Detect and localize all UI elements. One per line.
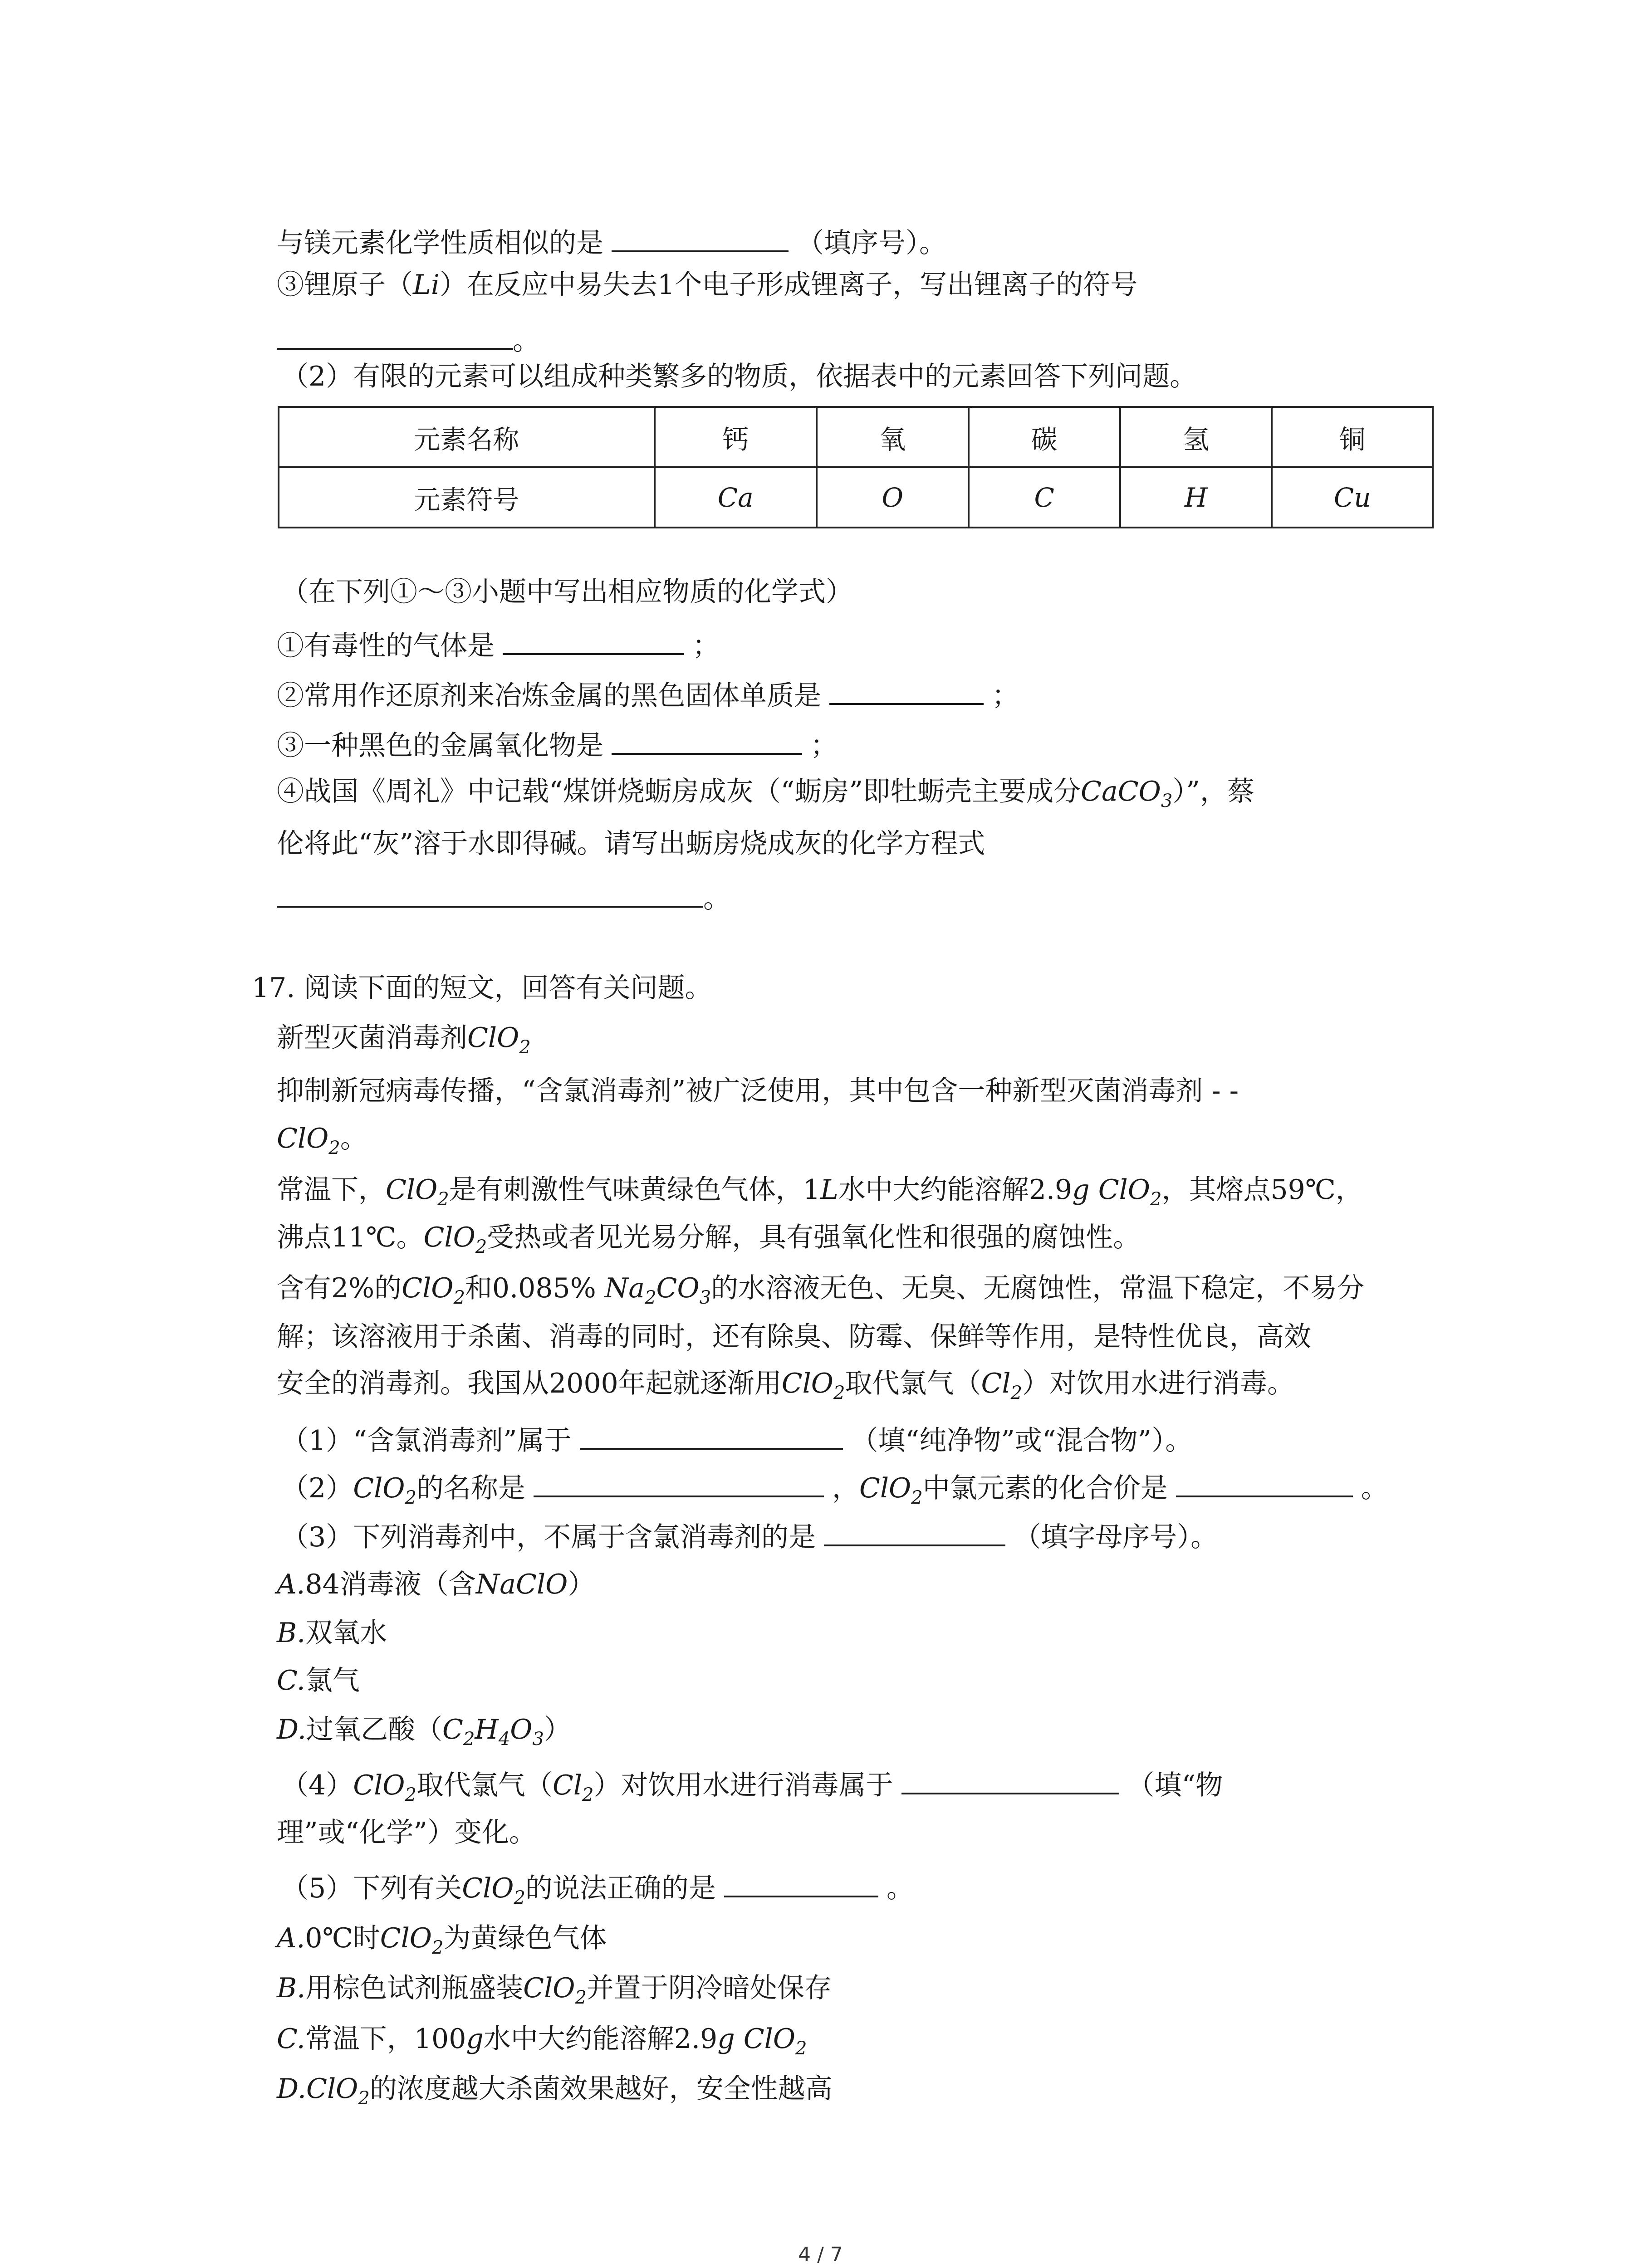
q17-sub3: （3）下列消毒剂中，不属于含氯消毒剂的是 （填字母序号）。 [281,1516,1218,1555]
table-header-symbol: 元素符号 [279,467,655,528]
q17-sub1: （1）“含氯消毒剂”属于 （填“纯净物”或“混合物”）。 [281,1420,1192,1459]
table-cell: 钙 [655,407,817,467]
table-cell: C [969,467,1120,528]
answer-blank[interactable] [277,320,513,350]
table-cell: 铜 [1272,407,1433,467]
answer-blank[interactable] [612,222,789,252]
answer-blank[interactable] [580,1420,843,1450]
q17-sub5-option-d: D.ClO$_2$的浓度越大杀菌效果越好，安全性越高 [277,2073,833,2109]
q17-para2: 常温下，ClO$_2$是有刺激性气味黄绿色气体，1L水中大约能溶解2.9g ClO$_2$，其熔点59℃， [277,1174,1363,1210]
answer-blank[interactable] [724,1867,878,1897]
answer-blank[interactable] [503,625,684,655]
q17-sub5-option-c: C.常温下，100g水中大约能溶解2.9g ClO$_2$ [277,2023,807,2059]
q17-para6: 安全的消毒剂。我国从2000年起就逐渐用ClO$_2$取代氯气$(Cl_2)$对饮用水进行消毒。 [277,1368,1295,1403]
answer-blank[interactable] [901,1765,1119,1794]
q17-sub3-option-a: A.84消毒液（含NaClO） [277,1569,595,1600]
answer-blank[interactable] [534,1467,824,1497]
q17-sub3-option-d: D.过氧乙酸$(C_2H_4O_3)$ [277,1714,571,1750]
q17-para5: 解；该溶液用于杀菌、消毒的同时，还有除臭、防霉、保鲜等作用，是特性优良，高效 [277,1321,1311,1353]
q17-sub2: （2）ClO$_2$的名称是 ，ClO$_2$中氯元素的化合价是 。 [281,1467,1388,1506]
q17-heading: 新型灭菌消毒剂ClO$_2$ [277,1022,531,1058]
answer-blank[interactable] [829,675,984,705]
table-cell: 碳 [969,407,1120,467]
part2-q4: ④战国《周礼》中记载“煤饼烧蛎房成灰（“蛎房”即牡蛎壳主要成分CaCO$_3$）”，蔡 [277,776,1254,811]
part2-q4-answer: 。 [277,878,730,917]
q17-sub4: （4）ClO$_2$取代氯气$(Cl_2)$对饮用水进行消毒属于 （填“物 [281,1765,1223,1804]
q17-sub5: （5）下列有关ClO$_2$的说法正确的是 。 [281,1867,914,1906]
q17-para1-end: ClO$_2$。 [277,1123,367,1158]
table-cell: Cu [1272,467,1433,528]
question-number: 17. [252,972,295,1004]
element-table [278,406,1434,528]
element-symbol-row [279,467,1433,528]
q17-sub3-option-b: B.双氧水 [277,1617,387,1649]
part2-q4-line2: 伦将此“灰”溶于水即得碱。请写出蛎房烧成灰的化学方程式 [277,828,985,860]
q16-line-similar: 与镁元素化学性质相似的是 （填序号）。 [277,222,946,261]
q17-sub5-option-a: A.0℃时ClO$_2$为黄绿色气体 [277,1922,607,1958]
q17-para4: 含有2%的ClO$_2$和0.085% $Na_2CO_3$的水溶液无色、无臭、无腐蚀性，常温下稳定，不易分 [277,1272,1365,1308]
part2-note: （在下列①～③小题中写出相应物质的化学式） [281,576,853,608]
table-cell: 氧 [817,407,968,467]
element-name-row [279,407,1433,467]
answer-blank[interactable] [824,1516,1005,1546]
q16-line-lithium-answer: 。 [277,320,540,359]
part2-q3: ③一种黑色的金属氧化物是 ； [277,725,838,764]
q17-para1: 抑制新冠病毒传播，“含氯消毒剂”被广泛使用，其中包含一种新型灭菌消毒剂 - - [277,1075,1239,1107]
q17-prompt: 17. 阅读下面的短文，回答有关问题。 [252,972,712,1004]
part2-intro: （2）有限的元素可以组成种类繁多的物质，依据表中的元素回答下列问题。 [281,361,1197,392]
table-cell: H [1120,467,1272,528]
part2-q1: ①有毒性的气体是 ； [277,625,720,664]
answer-blank[interactable] [277,878,703,908]
q17-para3: 沸点11℃。ClO$_2$受热或者见光易分解，具有强氧化性和很强的腐蚀性。 [277,1222,1141,1257]
answer-blank[interactable] [612,725,802,755]
table-cell: 氢 [1120,407,1272,467]
q17-sub5-option-b: B.用棕色试剂瓶盛装ClO$_2$并置于阴冷暗处保存 [277,1972,832,2008]
q17-sub4-line2: 理”或“化学”）变化。 [277,1817,537,1848]
page-number: 4 / 7 [798,2243,843,2266]
q17-sub3-option-c: C.氯气 [277,1665,360,1696]
part2-q2: ②常用作还原剂来冶炼金属的黑色固体单质是 ； [277,675,1019,714]
table-header-name: 元素名称 [279,407,655,467]
table-cell: O [817,467,968,528]
answer-blank[interactable] [1176,1467,1353,1497]
table-cell: Ca [655,467,817,528]
q16-line-lithium: ③锂原子（Li）在反应中易失去1个电子形成锂离子，写出锂离子的符号 [277,269,1138,301]
